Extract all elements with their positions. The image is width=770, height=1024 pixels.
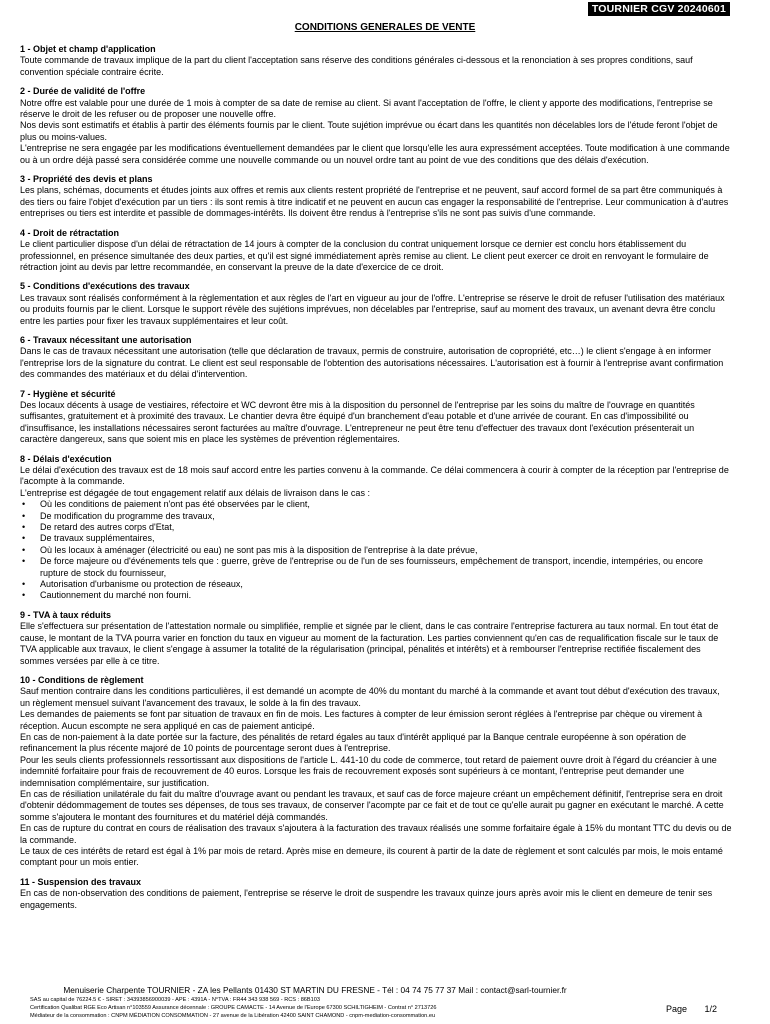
section-paragraph: Des locaux décents à usage de vestiaires, réfectoire et WC devront être mis à la disposition du personnel de l'entreprise par les soins du maître de l'ouvrage en quantités suffisantes, gratuitement et à proximité des travaux. Le chantier devra être équipé d'un branchement d'eau potable et d'une arrivée de courant. En cas d'impossibilité ou d'insuffisance, les installations nécessaires seront facturées au maître d'ouvrage. L'entrepreneur ne peut être tenu d'effectuer des travaux dont l'exécution présenterait un caractère dangereux, sans que soient mis en place les systèmes de prévention réglementaires. [20, 399, 695, 445]
section-paragraph: Les plans, schémas, documents et études joints aux offres et remis aux clients restent propriété de l'entreprise et ne peuvent, sauf accord formel de sa part être communiqués à des tiers ou faire l'objet d'exécution par un tiers : ils sont remis à titre indicatif et ne peuvent en aucun cas engager la responsabilité de l'entreprise. Leur communication à d'autres entreprises ou tiers est interdite et passible de dommages-intérêts. Ils doivent être rendus à l'entreprise s'ils ne sont pas suivis d'une commande. [20, 185, 729, 219]
section-paragraph: En cas de rupture du contrat en cours de réalisation des travaux s'ajoutera à la facturation des travaux réalisés une somme forfaitaire égale à 15% du montant TTC du devis ou de la commande. [20, 823, 732, 845]
section-paragraph: Les demandes de paiements se font par situation de travaux en fin de mois. Les factures à compter de leur émission seront réglées à l'entreprise par chèque ou virement à réception. Aucun escompte ne sera appliqué en cas de paiement anticipé. [20, 709, 703, 731]
bullet-item: • Autorisation d'urbanisme ou protection de réseaux, [20, 579, 732, 590]
section [20, 228, 732, 274]
bullet-item: • Où les locaux à aménager (électricité ou eau) ne sont pas mis à la disposition de l'entreprise à la date prévue, [20, 545, 732, 556]
footer-certification-line: Certification Qualibat RGE Eco Artisan n°103559 Assurance décennale : GROUPE CAMACTE - 14 Avenue de l'Europe 67300 SCHILTIGHEIM - Contrat n° 2713726 [30, 1005, 437, 1011]
section [20, 174, 732, 220]
section-paragraph: Toute commande de travaux implique de la part du client l'acceptation sans réserve des conditions générales ci-dessous et la renonciation à ses propres conditions, sauf convention spéciale contraire écrite. [20, 55, 693, 77]
section-paragraph: En cas de non-observation des conditions de paiement, l'entreprise se réserve le droit de suspendre les travaux quinze jours après avoir mis le client en demeure de tenir ses engagements. [20, 888, 713, 910]
section [20, 877, 732, 911]
section-heading: 6 - Travaux nécessitant une autorisation [20, 334, 192, 345]
section-paragraph: Le client particulier dispose d'un délai de rétractation de 14 jours à compter de la conclusion du contrat uniquement lorsque ce dernier est conclu hors établissement du professionnel, en présence simultanée des deux parties, et qu'il est signé immédiatement après remise au client. Le client peut exercer ce droit en renvoyant le formulaire de rétraction joint au devis par lettre recommandée, en conservant la preuve de la date d'exercice de ce droit. [20, 239, 709, 272]
section [20, 335, 732, 381]
section-paragraph: Sauf mention contraire dans les conditions particulières, il est demandé un acompte de 40% du montant du marché à la commande et avant tout début d'exécution des travaux, un règlement mensuel suivant l'avancement des travaux, le solde à la fin des travaux. [20, 686, 720, 708]
footer-legal-line: SAS au capital de 76224.5 € - SIRET : 34393856900039 - APE : 4391A - N°TVA : FR44 343 938 569 - RCS : 86B103 [30, 997, 320, 1003]
document-body [20, 44, 732, 919]
section-heading: 9 - TVA à taux réduits [20, 609, 112, 620]
page-label: Page [666, 1004, 688, 1014]
section-paragraph: Elle s'effectuera sur présentation de l'attestation normale ou simplifiée, remplie et signée par le client, dans le cas contraire l'entreprise facturera au taux normal. En tout état de cause, le montant de la TVA pourra varier en fonction du taux en vigueur au moment de la facturation. Les parties conviennent qu'en cas de requalification fiscale sur le taux de TVA applicable aux travaux, le client s'engage à assumer la totalité de la régularisation (principal, pénalités et intérêts) et à rembourser l'entreprise rectifiée fiscalement des sommes versées par elle à ce titre. [20, 621, 719, 666]
section-heading: 11 - Suspension des travaux [20, 876, 142, 887]
section-paragraph: Nos devis sont estimatifs et établis à partir des éléments fournis par le client. Toute sujétion imprévue ou écart dans les quantités non décelables lors de l'étude feront l'objet de plus ou moins-values. [20, 120, 718, 142]
section-paragraph: En cas de non-paiement à la date portée sur la facture, des pénalités de retard égales au taux d'intérêt appliqué par la Banque centrale européenne à son opération de refinancement la plus récente majoré de 10 points de pourcentage seront dues à l'entreprise. [20, 731, 687, 754]
page-number [666, 1004, 717, 1014]
section-paragraph: Le délai d'exécution des travaux est de 18 mois sauf accord entre les parties convenu à la commande. Ce délai commencera à courir à compter de la réception par l'entreprise de l'acompte à la commande. [20, 465, 729, 487]
bullet-item: • Où les conditions de paiement n'ont pas été observées par le client, [20, 499, 732, 510]
section-paragraph: En cas de résiliation unilatérale du fait du maître d'ouvrage avant ou pendant les travaux, et sauf cas de force majeure créant un empêchement définitif, l'entreprise sera en droit d'obtenir dédommagement de toutes ses dépenses, de tous ses travaux, de conserver l'acompte par ce fait et de tout ce qu'elle aurait pu gagner en exécutant le marché. A cette somme s'ajoutera le montant des fournitures et du matériel déjà commandés. [20, 788, 724, 822]
section-paragraph: L'entreprise ne sera engagée par les modifications éventuellement demandées par le client que lorsqu'elle les aura expressément acceptées. Toute modification à une commande ou à un ordre déjà passé sera considérée comme une nouvelle commande ou un nouvel ordre tant au point de vue des conditions que des délais d'exécution. [20, 143, 730, 165]
section [20, 389, 732, 446]
section-paragraph: L'entreprise est dégagée de tout engagement relatif aux délais de livraison dans le cas : [20, 487, 370, 498]
bullet-item: • Cautionnement du marché non fourni. [20, 590, 732, 601]
footer-company-line: Menuiserie Charpente TOURNIER - ZA les Pellants 01430 ST MARTIN DU FRESNE - Tél : 04 74 75 77 37 Mail : contact@sarl-tournier.fr [63, 985, 567, 995]
section-heading: 2 - Durée de validité de l'offre [20, 86, 146, 97]
bullet-item: • De travaux supplémentaires, [20, 533, 732, 544]
section-paragraph: Dans le cas de travaux nécessitant une autorisation (telle que déclaration de travaux, permis de construire, autorisation de copropriété, etc…) le client s'engage à en informer l'entreprise lors de la signature du contrat. Le client est seul responsable de l'obtention des autorisations nécessaires. L'autorisation est à fournir à l'entreprise avant confirmation des commandes des matériaux et du délai d'intervention. [20, 346, 724, 380]
section-heading: 7 - Hygiène et sécurité [20, 388, 116, 399]
section-paragraph: Notre offre est valable pour une durée de 1 mois à compter de sa date de remise au client. Si avant l'acceptation de l'offre, le client y apporte des modifications, l'entreprise se réserve le droit de les refuser ou de proposer une nouvelle offre. [20, 97, 713, 120]
section-paragraph: Pour les seuls clients professionnels ressortissant aux dispositions de l'article L. 441-10 du code de commerce, tout retard de paiement ouvre droit à l'égard du créancier à une indemnité forfaitaire pour frais de recouvrement de 40 euros. Lorsque les frais de recouvrement exposés sont supérieurs à ce montant, l'entreprise peut demander une indemnisation complémentaire, sur justification. [20, 754, 717, 788]
section-heading: 4 - Droit de rétractation [20, 227, 120, 238]
section [20, 675, 732, 869]
bullet-item: • De retard des autres corps d'Etat, [20, 522, 732, 533]
section-paragraph: Les travaux sont réalisés conformément à la règlementation et aux règles de l'art en vigueur au jour de l'offre. L'entreprise se réserve le droit de refuser l'utilisation des matériaux ou produits fournis par le client. Lorsque le support révèle des sujétions imprévues, non décelables par l'entreprise, sauf au moment des travaux, un avenant devra être conclu entre les parties pour fixer les travaux supplémentaires et leur coût. [20, 292, 725, 326]
document-reference: TOURNIER CGV 20240601 [588, 2, 730, 16]
section [20, 454, 732, 602]
section-heading: 1 - Objet et champ d'application [20, 44, 156, 54]
bullet-item: • De modification du programme des travaux, [20, 511, 732, 522]
section [20, 44, 732, 78]
page-count: 1/2 [704, 1004, 718, 1014]
section-heading: 3 - Propriété des devis et plans [20, 174, 153, 185]
bullet-item: • De force majeure ou d'événements tels que : guerre, grève de l'entreprise ou de l'un de ses fournisseurs, empêchement de transport, incendie, intempéries, ou encore rupture de stock du fournisseur, [20, 556, 732, 579]
section [20, 281, 732, 327]
footer-mediator-line: Médiateur de la consommation : CNPM MÉDIATION CONSOMMATION - 27 avenue de la Libération 42400 SAINT CHAMOND - cnpm-mediation-consommation.eu [30, 1013, 436, 1019]
section-heading: 5 - Conditions d'exécutions des travaux [20, 281, 190, 292]
section [20, 86, 732, 166]
section-heading: 10 - Conditions de règlement [20, 674, 144, 685]
section [20, 610, 732, 667]
section-heading: 8 - Délais d'exécution [20, 453, 112, 464]
bullet-list [20, 499, 732, 602]
document-title: CONDITIONS GENERALES DE VENTE [294, 22, 476, 33]
section-paragraph: Le taux de ces intérêts de retard est égal à 1% par mois de retard. Après mise en demeure, ils courent à partir de la date de règlement et sont calculés par mois, le mois entamé comptant pour un mois entier. [20, 846, 723, 868]
